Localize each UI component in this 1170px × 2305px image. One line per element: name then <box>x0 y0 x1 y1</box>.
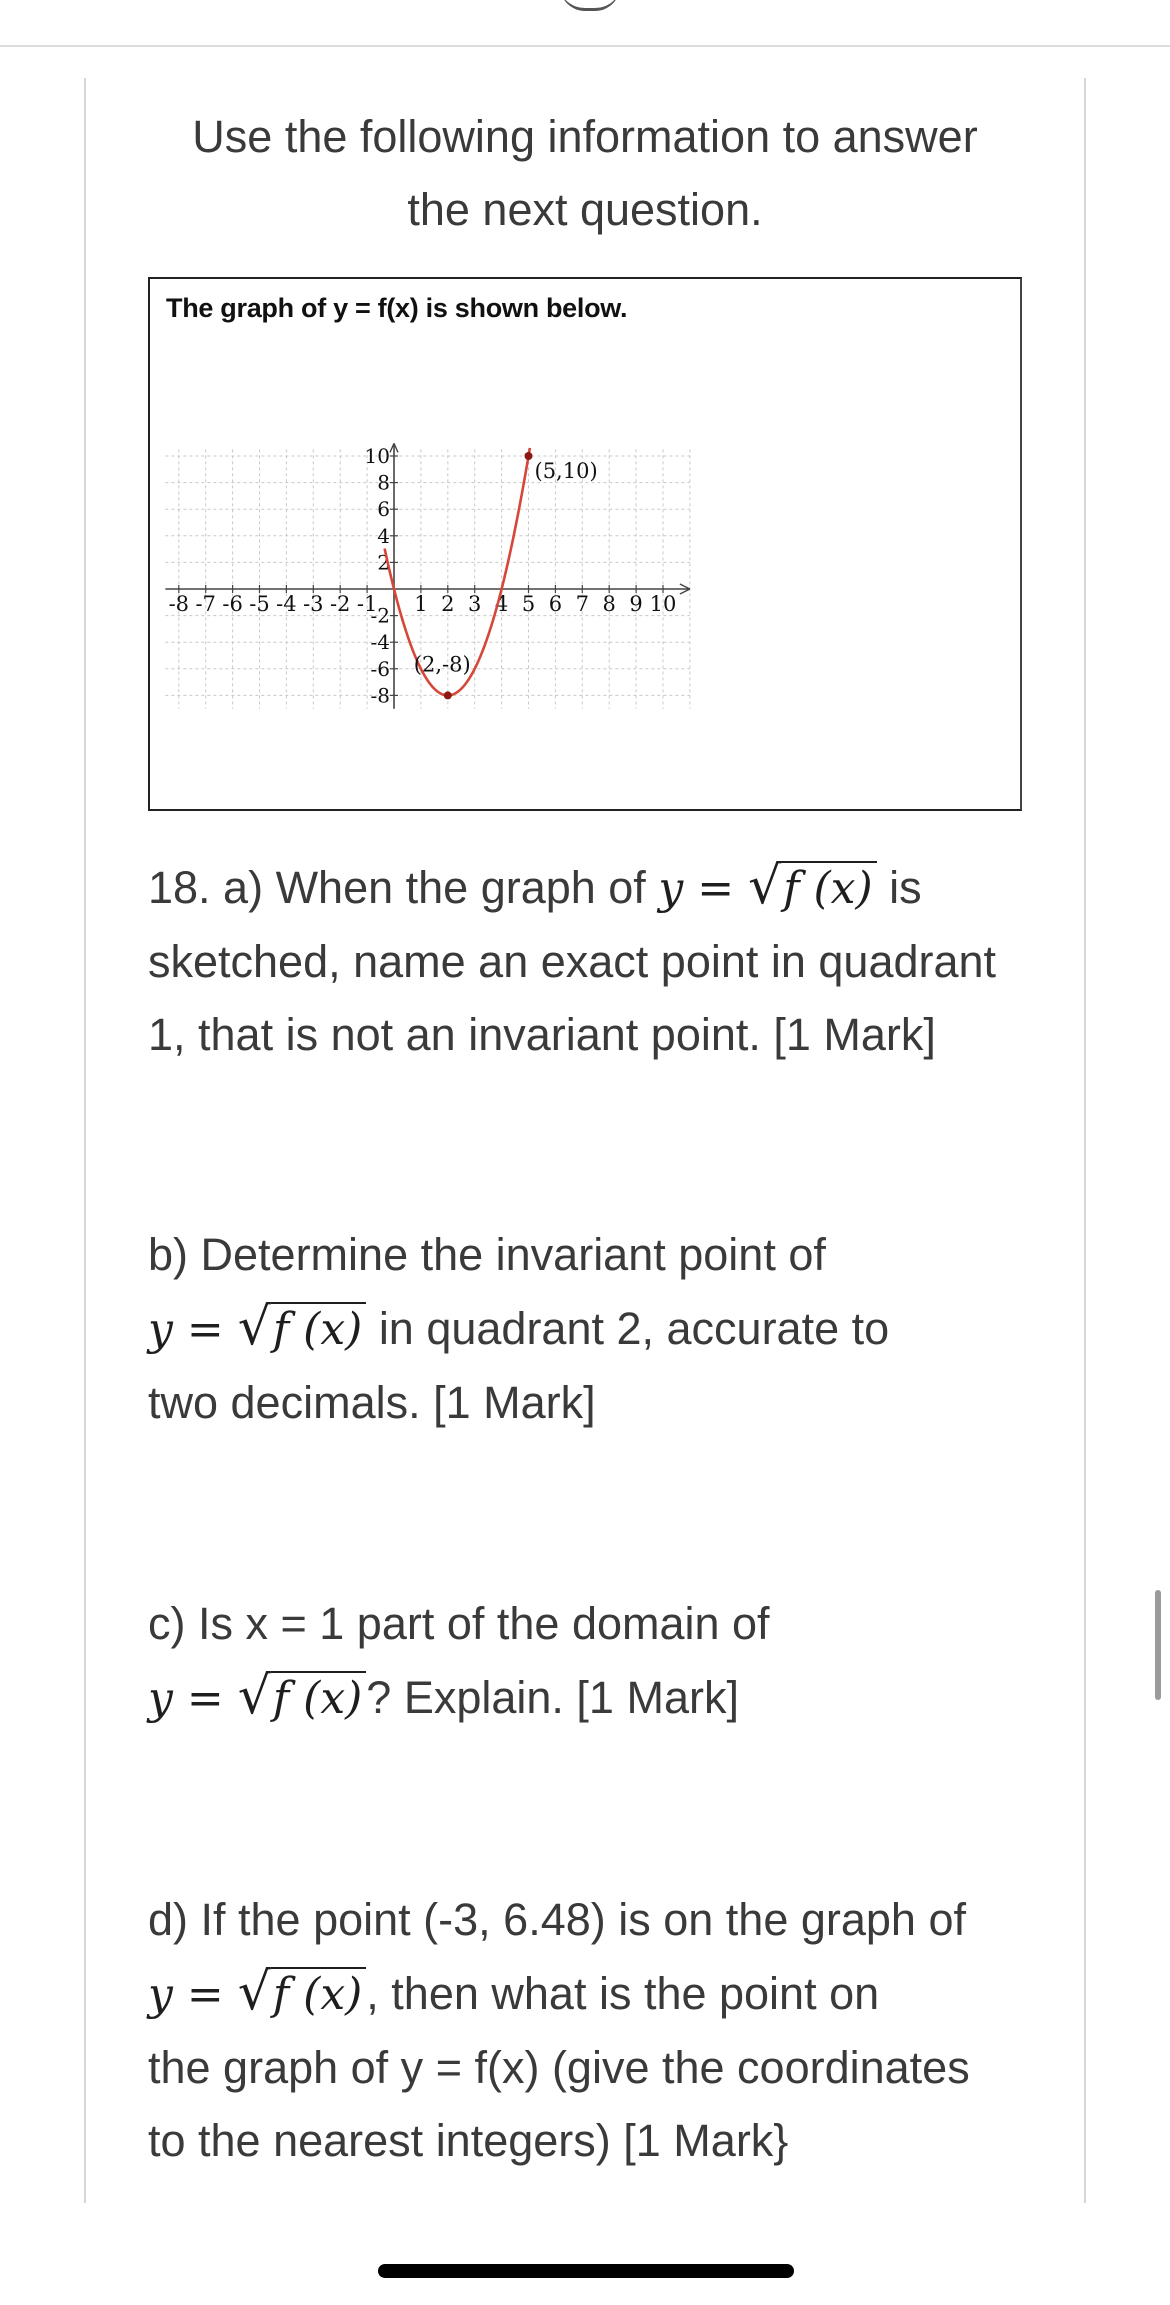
question-b-line-3: two decimals. [1 Mark] <box>148 1377 596 1428</box>
data-point-label: (2,-8) <box>413 652 471 677</box>
x-tick-label: 1 <box>414 592 428 616</box>
question-a-prefix: 18. a) When the graph of <box>148 862 646 913</box>
question-a-line-3: 1, that is not an invariant point. [1 Mark] <box>148 1009 936 1060</box>
y-tick-label: -4 <box>370 630 390 655</box>
question-d-suffix: , then what is the point on <box>366 1968 880 2019</box>
math-radicand: f (x) <box>781 861 876 914</box>
math-y: y <box>148 1304 173 1355</box>
question-a <box>148 850 1038 1071</box>
data-point-label: (5,10) <box>534 459 598 483</box>
math-y: y <box>148 1969 173 2020</box>
question-b <box>148 1218 1038 1439</box>
question-d <box>148 1883 1038 2177</box>
x-tick-label: -4 <box>276 592 297 616</box>
y-tick-label: 8 <box>377 470 390 495</box>
x-tick-label: 10 <box>649 592 677 616</box>
intro-line-1: Use the following information to answer <box>192 111 978 162</box>
sqrt-symbol: √ <box>237 1962 271 2022</box>
math-equals: = <box>186 1673 224 1724</box>
math-equals: = <box>186 1304 224 1355</box>
x-tick-label: -2 <box>329 592 351 616</box>
x-tick-label: 9 <box>629 592 643 616</box>
math-expression <box>148 1666 366 1726</box>
question-a-line-2: sketched, name an exact point in quadrant <box>148 936 997 987</box>
question-d-line-1: d) If the point (-3, 6.48) is on the graph of <box>148 1894 966 1945</box>
x-tick-label: 6 <box>548 592 563 616</box>
question-d-line-2 <box>148 1956 1038 2031</box>
x-tick-label: 2 <box>441 592 455 616</box>
question-b-suffix: in quadrant 2, accurate to <box>378 1303 890 1354</box>
data-point <box>444 691 452 699</box>
x-tick-label: -8 <box>168 592 190 616</box>
y-tick-label: 10 <box>364 444 390 468</box>
graph-figure <box>148 277 1022 811</box>
question-b-line-2 <box>148 1291 1038 1366</box>
y-tick-label: -8 <box>370 683 390 708</box>
scrollbar-thumb[interactable] <box>1155 1590 1161 1700</box>
intro-line-2: the next question. <box>407 184 763 235</box>
question-d-line-3: the graph of y = f(x) (give the coordinates <box>148 2042 970 2093</box>
question-d-line-4: to the nearest integers) [1 Mark} <box>148 2115 789 2166</box>
x-tick-label: -1 <box>356 592 378 616</box>
math-y: y <box>658 863 684 914</box>
math-radicand: f (x) <box>271 1967 366 2020</box>
math-equals: = <box>697 863 735 914</box>
header-divider <box>0 45 1170 47</box>
home-indicator[interactable] <box>378 2264 794 2278</box>
sqrt-symbol: √ <box>237 1666 271 1726</box>
x-tick-label: 3 <box>468 592 482 616</box>
x-tick-label: 4 <box>494 592 509 616</box>
math-expression <box>658 856 876 916</box>
content-right-border <box>1084 78 1086 2203</box>
math-expression <box>148 1962 366 2022</box>
y-tick-label: -2 <box>370 603 390 628</box>
x-tick-label: 7 <box>575 592 589 616</box>
math-y: y <box>148 1673 173 1724</box>
y-tick-label: -6 <box>370 656 390 681</box>
question-c-suffix: ? Explain. [1 Mark] <box>366 1672 739 1723</box>
math-radicand: f (x) <box>271 1671 366 1724</box>
question-c-line-2 <box>148 1660 1038 1735</box>
content-left-border <box>84 78 86 2203</box>
x-tick-label: -6 <box>222 592 243 616</box>
figure-caption: The graph of y = f(x) is shown below. <box>166 293 628 323</box>
math-radicand: f (x) <box>271 1302 366 1355</box>
data-point <box>525 452 533 460</box>
y-tick-label: 6 <box>377 497 390 522</box>
x-tick-label: -3 <box>303 592 324 616</box>
x-tick-label: -7 <box>195 592 216 616</box>
question-b-line-1: b) Determine the invariant point of <box>148 1229 826 1280</box>
y-tick-label: 2 <box>377 550 390 575</box>
math-expression <box>148 1297 366 1357</box>
math-equals: = <box>186 1969 224 2020</box>
question-c <box>148 1587 1038 1735</box>
function-graph <box>164 349 1006 749</box>
question-c-line-1: c) Is x = 1 part of the domain of <box>148 1598 770 1649</box>
chevron-down-icon[interactable] <box>560 0 620 11</box>
question-a-suffix: is <box>889 862 922 913</box>
intro-text <box>150 100 1020 246</box>
y-tick-label: 4 <box>377 523 390 548</box>
x-tick-label: 8 <box>602 592 616 616</box>
sqrt-symbol: √ <box>748 856 782 916</box>
x-tick-label: -5 <box>249 592 270 616</box>
question-a-line-1 <box>148 850 1038 925</box>
x-tick-label: 5 <box>521 592 536 616</box>
sqrt-symbol: √ <box>237 1297 271 1357</box>
